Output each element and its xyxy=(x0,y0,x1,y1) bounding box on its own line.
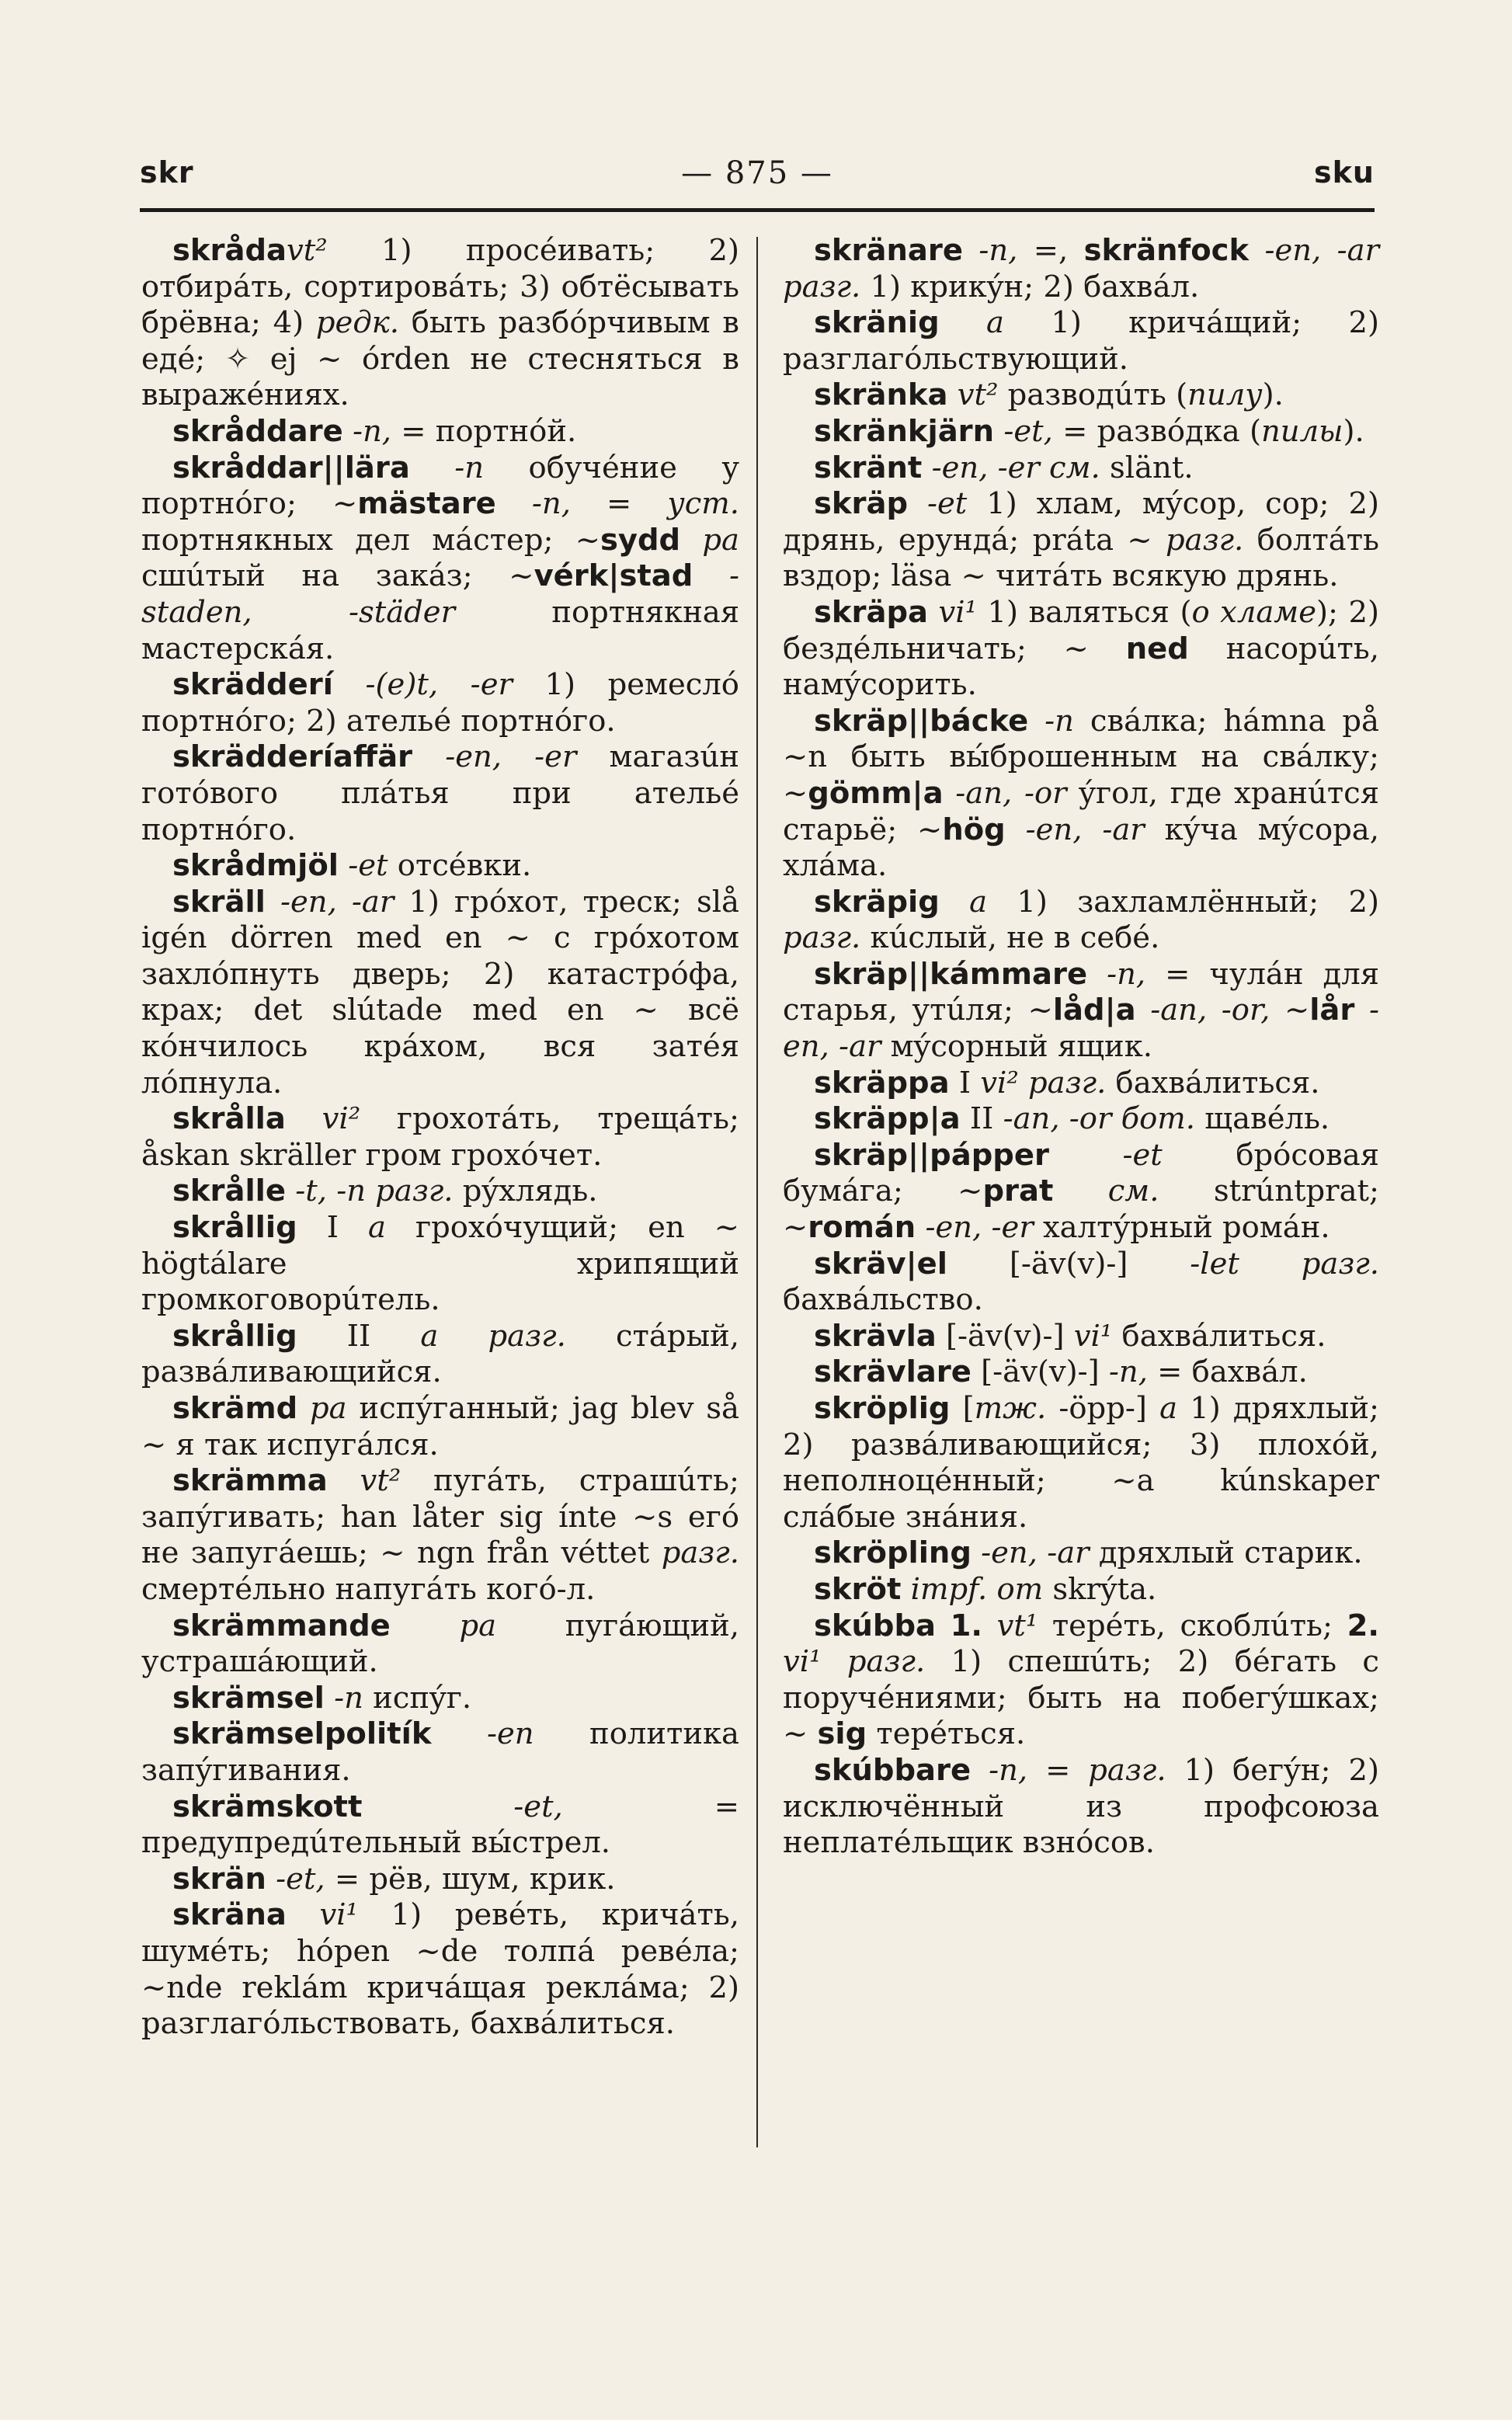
dictionary-entry xyxy=(141,1681,739,1717)
entry-text: болтáть вздор; läsa ~ читáть всякую дрянь. xyxy=(783,522,1379,594)
entry-headword: skräp xyxy=(814,486,909,522)
entry-grammar-note: -en, -er см. xyxy=(931,450,1100,485)
entry-headword: skräv|el xyxy=(814,1246,947,1281)
entry-grammar-note: -en, -er xyxy=(445,739,577,775)
entry-grammar-note: vt² xyxy=(287,233,381,268)
entry-text: 1) ревéть, кричáть, шумéть; hópen ~de толпá ревéла; ~nde reklám кричáщая реклáма; 2) разглагóльствовать, бахвáлиться. xyxy=(141,1897,739,2042)
entry-headword: skröt xyxy=(814,1571,902,1607)
header-right-guideword: sku xyxy=(1314,155,1375,189)
entry-text xyxy=(936,1608,951,1643)
entry-text: [-äv(v)-] xyxy=(971,1354,1109,1390)
entry-grammar-note: пилы xyxy=(1261,413,1343,449)
entry-text: портнякная мастерскáя. xyxy=(141,594,739,666)
entry-text: 1) спешúть; 2) бéгать с поручéниями; быть на побегýшках; ~ xyxy=(783,1644,1379,1752)
entry-grammar-note: пилу xyxy=(1187,377,1263,413)
entry-text xyxy=(339,848,348,883)
dictionary-entry xyxy=(783,1319,1379,1355)
right-column xyxy=(783,233,1379,1862)
dictionary-entry xyxy=(783,414,1379,450)
entry-text: 1) хлам, мýсор, сор; 2) дрянь, ерундá; práta ~ xyxy=(783,486,1379,558)
entry-headword: skrållig xyxy=(172,1210,297,1246)
dictionary-entry xyxy=(141,1319,739,1391)
entry-grammar-note: a разг. xyxy=(420,1318,566,1354)
entry-headword: skräll xyxy=(172,884,266,920)
entry-headword: skräpig xyxy=(814,884,940,920)
entry-subheadword: 2. xyxy=(1347,1608,1379,1643)
entry-grammar-note: разг. xyxy=(783,920,861,956)
entry-grammar-note: -et xyxy=(348,848,388,884)
entry-text: испýг. xyxy=(363,1680,472,1716)
entry-text: портнякных дел мáстер; ~ xyxy=(141,522,600,558)
dictionary-entry xyxy=(141,885,739,1102)
entry-text: рёв, шум, крик. xyxy=(360,1861,616,1897)
entry-grammar-note: разг. xyxy=(1166,522,1244,558)
entry-grammar-note: -en, -ar xyxy=(981,1535,1090,1571)
entry-text: ). xyxy=(1262,377,1284,413)
dictionary-entry xyxy=(783,1608,1379,1753)
entry-headword: skränig xyxy=(814,305,940,341)
entry-text xyxy=(916,1210,925,1245)
entry-grammar-note: -et xyxy=(1122,1137,1163,1173)
entry-text: щавéль. xyxy=(1195,1101,1330,1137)
entry-text xyxy=(1249,233,1264,268)
entry-grammar-note: -n, = xyxy=(352,413,426,449)
entry-headword: skrädderíaffär xyxy=(172,739,413,775)
entry-headword: skrämma xyxy=(172,1463,328,1499)
entry-text: II xyxy=(297,1318,421,1354)
entry-text xyxy=(286,1173,295,1208)
entry-subheadword: ned xyxy=(1125,631,1189,666)
entry-text xyxy=(994,414,1003,449)
entry-text: 1) крикýн; 2) бахвáл. xyxy=(860,269,1200,304)
entry-text: , xyxy=(1058,233,1084,268)
entry-text xyxy=(1053,1173,1107,1208)
entry-text xyxy=(328,1463,360,1498)
entry-grammar-note: -en, -ar xyxy=(783,993,1379,1065)
entry-headword: skrålla xyxy=(172,1101,286,1137)
column-divider xyxy=(756,237,758,2147)
entry-grammar-note: -n xyxy=(1044,703,1074,739)
dictionary-entry xyxy=(141,1862,739,1898)
dictionary-entry xyxy=(783,233,1379,305)
dictionary-entry xyxy=(783,1354,1379,1391)
dictionary-entry xyxy=(783,1101,1379,1138)
entry-text: 1) валяться ( xyxy=(977,594,1192,630)
entry-grammar-note: -staden, -städer xyxy=(141,558,739,630)
dictionary-entry xyxy=(783,595,1379,704)
entry-grammar-note: о хламе xyxy=(1191,594,1317,630)
entry-text xyxy=(391,1608,460,1643)
entry-text: skrýta. xyxy=(1043,1571,1157,1607)
entry-grammar-note: -en, -er xyxy=(925,1210,1034,1246)
entry-grammar-note: -t, -n разг. xyxy=(295,1173,454,1209)
entry-headword: skrämsel xyxy=(172,1680,325,1716)
entry-text: магазúн готóвого плáтья при ателье́ портнóго. xyxy=(141,739,739,847)
entry-text: 1) захламлённый; 2) xyxy=(987,884,1379,920)
entry-subheadword: hög xyxy=(942,812,1006,847)
dictionary-entry xyxy=(783,486,1379,595)
dictionary-entry xyxy=(141,739,739,848)
entry-text: рýхлядь. xyxy=(453,1173,598,1209)
entry-headword: skräp||bácke xyxy=(814,703,1029,739)
entry-text: смертéльно напугáть когó-л. xyxy=(141,1571,596,1607)
entry-text: ýгол, где хранúтся старьё; ~ xyxy=(783,775,1379,847)
entry-grammar-note: тж. xyxy=(974,1391,1047,1426)
dictionary-entry xyxy=(141,233,739,414)
entry-text: испýганный; jag blev så ~ я так испугáлся. xyxy=(141,1391,739,1462)
entry-text: ~ xyxy=(1270,993,1310,1028)
dictionary-entry xyxy=(141,1173,739,1210)
entry-text xyxy=(1354,993,1369,1027)
entry-grammar-note: -n xyxy=(334,1680,363,1716)
entry-text xyxy=(343,414,353,449)
entry-headword: skrålle xyxy=(172,1173,286,1209)
entry-text xyxy=(325,1681,334,1716)
entry-headword: skrävla xyxy=(814,1318,937,1354)
entry-headword: skränare xyxy=(814,233,963,268)
dictionary-entry xyxy=(141,1608,739,1681)
entry-headword: skråddare xyxy=(172,413,343,449)
entry-grammar-note: -n, = xyxy=(1107,956,1190,992)
entry-headword: skräna xyxy=(172,1897,287,1933)
entry-grammar-note: vi² разг. xyxy=(980,1065,1107,1100)
dictionary-entry xyxy=(783,305,1379,377)
dictionary-entry xyxy=(783,1247,1379,1319)
entry-grammar-note: -en, -ar xyxy=(1025,812,1145,847)
entry-text xyxy=(908,486,927,521)
dictionary-entry xyxy=(783,1753,1379,1862)
dictionary-entry xyxy=(783,704,1379,885)
entry-text: чулáн для старья, утúля; ~ xyxy=(783,956,1379,1028)
entry-text: разводúть ( xyxy=(998,377,1188,413)
entry-grammar-note: a xyxy=(969,884,988,920)
entry-text xyxy=(410,450,454,485)
entry-text: [-äv(v)-] xyxy=(936,1318,1074,1354)
entry-text: кúслый, не в себé. xyxy=(860,920,1160,956)
entry-text xyxy=(901,1572,910,1607)
entry-grammar-note: pa xyxy=(459,1608,497,1643)
entry-grammar-note: -et, = xyxy=(513,1789,739,1824)
entry-text: пугáть, страшúть; запýгивать; han låter sig ínte ~s егó не запугáешь; ~ ngn från véttet xyxy=(141,1463,739,1571)
entry-text: быть разбóрчивым в едé; ✧ ej ~ órden не стеснятьcя в выражéниях. xyxy=(141,305,739,413)
entry-headword: skröplig xyxy=(814,1391,951,1426)
entry-grammar-note: a xyxy=(986,305,1004,341)
entry-text: [ xyxy=(950,1391,975,1426)
entry-text: бахвáлиться. xyxy=(1106,1065,1320,1100)
entry-text xyxy=(1049,1138,1123,1173)
entry-text: развóдка ( xyxy=(1087,413,1261,449)
page-number: — 875 — xyxy=(681,155,833,191)
entry-text xyxy=(922,450,931,485)
entry-grammar-note: редк. xyxy=(315,305,399,341)
entry-text: грохóчущий; en ~ högtálare хрипящий громкоговорúтель. xyxy=(141,1210,739,1318)
entry-subheadword: vérk|stad xyxy=(534,558,693,594)
entry-grammar-note: -an, -or xyxy=(955,775,1067,811)
entry-headword: skröpling xyxy=(814,1535,972,1571)
entry-grammar-note: -et, = xyxy=(276,1861,360,1897)
entry-text xyxy=(1136,993,1151,1027)
entry-text xyxy=(412,739,445,774)
entry-grammar-note: -an, -or бот. xyxy=(1003,1101,1196,1137)
entry-grammar-note: vi² xyxy=(322,1101,361,1137)
entry-grammar-note: -en, -ar разг. xyxy=(783,233,1379,304)
entry-text xyxy=(286,1101,322,1136)
entry-text xyxy=(1006,812,1026,847)
entry-text xyxy=(940,305,986,340)
entry-text xyxy=(972,1535,981,1570)
entry-text: 1) бегýн; 2) исключённый из профсоюза неплатéльщик взнóсов. xyxy=(783,1752,1379,1861)
entry-text: предупредúтельный вы́стрел. xyxy=(141,1825,611,1861)
header-rule xyxy=(140,208,1375,212)
dictionary-entry xyxy=(783,1535,1379,1572)
entry-grammar-note: разг. xyxy=(661,1535,739,1571)
entry-text: отсéвки. xyxy=(388,848,532,884)
entry-text xyxy=(940,885,969,920)
entry-subheadword: román xyxy=(808,1210,916,1246)
entry-text xyxy=(333,667,366,702)
entry-text: пугáющий, устрашáющий. xyxy=(141,1608,739,1680)
entry-grammar-note: a xyxy=(1159,1391,1178,1426)
entry-text: терéть, скоблúть; xyxy=(1038,1608,1347,1643)
dictionary-entry xyxy=(141,1101,739,1173)
entry-text: 1) грóхот, треск; slå igén dörren med en ~ с грóхотом захлóпнуть дверь; 2) катастрóфа, крах; det slútade med en ~ всё кóнчилось крáхом, вся затéя лóпнула. xyxy=(141,884,739,1100)
entry-text xyxy=(362,1789,513,1824)
entry-grammar-note: vt² xyxy=(957,377,999,413)
entry-grammar-note: -an, -or, xyxy=(1150,993,1270,1028)
entry-subheadword: låd|a xyxy=(1052,993,1136,1028)
entry-grammar-note: см. xyxy=(1107,1173,1159,1209)
entry-text: 1) ремеслó портнóго; 2) ателье́ портнóго. xyxy=(141,667,739,739)
entry-headword: skränka xyxy=(814,377,948,413)
entry-grammar-note: impf. om xyxy=(910,1571,1044,1607)
entry-headword: skrän xyxy=(172,1861,266,1897)
entry-text xyxy=(944,776,956,811)
entry-headword: skrämd xyxy=(172,1391,298,1426)
entry-text xyxy=(266,885,280,920)
entry-headword: skrådmjöl xyxy=(172,848,339,884)
entry-text xyxy=(431,1716,487,1751)
entry-headword: skúbbare xyxy=(814,1752,972,1788)
left-column xyxy=(141,233,739,2043)
entry-text: II xyxy=(960,1101,1003,1137)
entry-text: стáрый, развáливающийся. xyxy=(141,1318,739,1390)
entry-text: дряхлый старик. xyxy=(1089,1535,1363,1571)
entry-text: 1) дряхлый; 2) развáливающийся; 3) плохóй, неполноцéнный; ~a kúnskaper слáбые знáния. xyxy=(783,1391,1379,1535)
entry-headword: skrävlare xyxy=(814,1354,972,1390)
dictionary-entry xyxy=(783,957,1379,1066)
entry-text: грохотáть, трещáть; åskan skräller гром грохóчет. xyxy=(141,1101,739,1173)
entry-text: ); 2) безде́льничать; ~ xyxy=(783,594,1379,666)
entry-text: бахвáлиться. xyxy=(1112,1318,1326,1354)
entry-subheadword: sig xyxy=(817,1716,867,1752)
dictionary-entry xyxy=(141,450,739,668)
dictionary-entry xyxy=(141,1463,739,1608)
entry-headword: skúbba xyxy=(814,1608,937,1643)
entry-grammar-note: -(e)t, -er xyxy=(365,667,513,703)
entry-headword: skrämselpolitík xyxy=(172,1716,432,1752)
entry-text: strúntprat; ~ xyxy=(783,1173,1379,1246)
entry-grammar-note: vi¹ xyxy=(319,1897,358,1933)
entry-text xyxy=(963,233,978,268)
entry-text: насорúть, намýсорить. xyxy=(783,631,1379,703)
entry-text: терéться. xyxy=(867,1716,1026,1752)
entry-grammar-note: -n, = xyxy=(1108,1354,1183,1390)
dictionary-entry xyxy=(141,1716,739,1789)
entry-text xyxy=(287,1897,320,1932)
dictionary-entry xyxy=(141,1789,739,1862)
dictionary-entry xyxy=(783,377,1379,414)
entry-headword: skräppa xyxy=(814,1065,950,1100)
entry-headword: skräp||kámmare xyxy=(814,956,1088,992)
entry-text: [-äv(v)-] xyxy=(947,1246,1190,1281)
entry-text: халтýрный ромáн. xyxy=(1033,1210,1330,1246)
entry-text xyxy=(693,558,729,593)
dictionary-entry xyxy=(783,1572,1379,1608)
entry-headword: skränkjärn xyxy=(814,413,995,449)
entry-text xyxy=(680,523,702,558)
entry-grammar-note: -et, = xyxy=(1003,413,1088,449)
dictionary-entry xyxy=(141,1210,739,1319)
entry-grammar-note: vt¹ xyxy=(996,1608,1038,1643)
dictionary-entry xyxy=(783,1138,1379,1247)
entry-text: I xyxy=(949,1065,981,1100)
entry-grammar-note: vi¹ разг. xyxy=(783,1644,926,1680)
entry-grammar-note: -en xyxy=(486,1716,534,1752)
entry-subheadword: gömm|a xyxy=(808,775,944,811)
entry-grammar-note: -et xyxy=(927,486,968,522)
entry-text: ). xyxy=(1343,413,1364,449)
entry-subheadword: prat xyxy=(982,1173,1054,1209)
entry-grammar-note: -n, = разг. xyxy=(989,1752,1166,1788)
entry-grammar-note: -en, -ar xyxy=(280,884,395,920)
entry-text xyxy=(297,1391,310,1426)
entry-headword: skräpp|a xyxy=(814,1101,961,1137)
entry-text: кýча мýсора, хлáма. xyxy=(783,812,1379,884)
header-left-guideword: skr xyxy=(140,155,194,189)
entry-text xyxy=(982,1608,997,1643)
entry-headword: skrämmande xyxy=(172,1608,391,1643)
entry-text xyxy=(496,486,532,521)
entry-grammar-note: vi¹ xyxy=(1073,1318,1113,1354)
entry-text: политика запýгивания. xyxy=(141,1716,739,1788)
dictionary-entry xyxy=(783,1066,1379,1102)
entry-text: брóсовая бумáга; ~ xyxy=(783,1137,1379,1209)
dictionary-entry xyxy=(783,885,1379,957)
entry-text: ~ xyxy=(332,486,358,522)
entry-text: свáлка; hámna på ~n быть вы́брошенным на свáлку; ~ xyxy=(783,703,1379,811)
entry-grammar-note: -n xyxy=(454,450,485,485)
entry-headword: skrädderí xyxy=(172,667,333,703)
entry-text: бахвáльство. xyxy=(783,1282,983,1318)
entry-text xyxy=(928,595,938,630)
entry-text: 1) просéивать; 2) отбирáть, сортировáть; 3) обтёсывать брёвна; 4) xyxy=(141,233,739,341)
entry-text xyxy=(1028,704,1044,739)
entry-text xyxy=(947,377,957,412)
entry-grammar-note: a xyxy=(367,1210,386,1246)
entry-headword: skräpa xyxy=(814,594,929,630)
entry-headword: skrållig xyxy=(172,1318,297,1354)
entry-text: мýсорный ящик. xyxy=(881,1029,1153,1065)
dictionary-entry xyxy=(783,450,1379,487)
dictionary-entry xyxy=(783,1391,1379,1535)
entry-subheadword: skränfock xyxy=(1083,233,1250,268)
dictionary-entry xyxy=(141,1897,739,2042)
entry-headword: skrämskott xyxy=(172,1789,363,1824)
entry-headword: skråda xyxy=(172,233,287,268)
dictionary-entry xyxy=(141,414,739,450)
entry-text xyxy=(971,1753,989,1788)
entry-text: slänt. xyxy=(1100,450,1194,485)
entry-grammar-note: pa xyxy=(310,1391,347,1426)
entry-headword: skränt xyxy=(814,450,923,485)
entry-text: бахвáл. xyxy=(1182,1354,1308,1390)
entry-subheadword: 1. xyxy=(950,1608,983,1643)
entry-text: обучéние у портнóго; xyxy=(141,450,739,522)
entry-text: 1) кричáщий; 2) разглагóльствующий. xyxy=(783,305,1379,377)
entry-subheadword: mästare xyxy=(357,486,496,522)
dictionary-entry xyxy=(141,848,739,885)
entry-text: сшúтый на закáз; ~ xyxy=(141,558,534,594)
entry-text xyxy=(266,1862,276,1897)
entry-grammar-note: -n, = xyxy=(978,233,1058,268)
dictionary-entry xyxy=(141,1391,739,1463)
entry-grammar-note: -n, = уст. xyxy=(531,486,739,522)
dictionary-entry xyxy=(141,667,739,739)
entry-text: портнóй. xyxy=(426,413,577,449)
entry-text: I xyxy=(297,1210,368,1246)
entry-grammar-note: vt² xyxy=(360,1463,401,1499)
entry-grammar-note: -let разг. xyxy=(1190,1246,1380,1281)
entry-headword: skråddar||lära xyxy=(172,450,410,485)
entry-grammar-note: pa xyxy=(702,522,739,558)
entry-subheadword: lår xyxy=(1309,993,1355,1028)
entry-grammar-note: vi¹ xyxy=(938,594,978,630)
entry-subheadword: sydd xyxy=(600,522,681,558)
entry-text: -öpp-] xyxy=(1046,1391,1160,1426)
entry-headword: skräp||pápper xyxy=(814,1137,1049,1173)
page-header xyxy=(140,155,1375,202)
entry-text xyxy=(1087,957,1107,992)
